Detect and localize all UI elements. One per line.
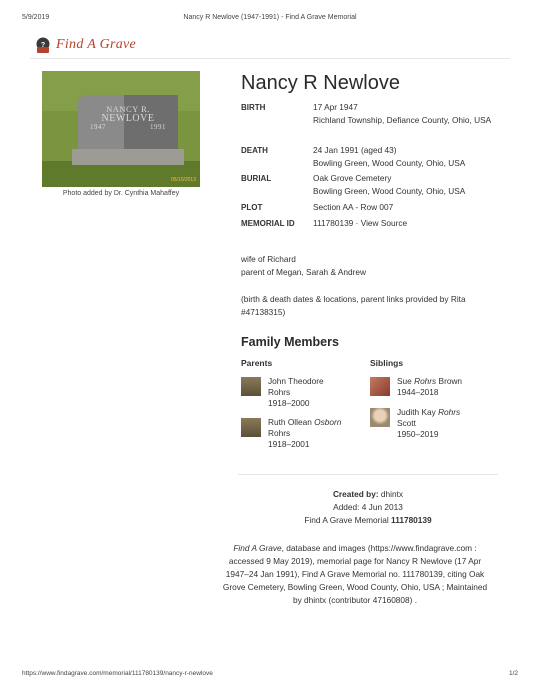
logo-text: Find A Grave [56, 37, 137, 52]
print-date: 5/9/2019 [22, 14, 50, 21]
siblings-heading: Siblings [370, 358, 404, 368]
family-members-heading: Family Members [241, 335, 339, 349]
burial-cemetery[interactable]: Oak Grove Cemetery [313, 173, 392, 183]
burial-value [313, 172, 503, 198]
grave-photo[interactable] [42, 71, 200, 187]
parent-2-maiden-name: Osborn [314, 417, 342, 427]
svg-text:?: ? [40, 42, 46, 49]
parent-1-last-name: Rohrs [268, 387, 291, 397]
parents-heading: Parents [241, 358, 273, 368]
parent-2-thumbnail[interactable] [241, 418, 261, 437]
sibling-2-years: 1950–2019 [397, 429, 439, 439]
burial-place[interactable]: Bowling Green, Wood County, Ohio, USA [313, 186, 466, 196]
stone-line-1: NANCY R. [106, 104, 150, 114]
created-by-user[interactable]: dhintx [380, 489, 404, 499]
bio-note: (birth & death dates & locations, parent links provided by Rita #47138315) [241, 294, 466, 317]
plot-label: PLOT [241, 203, 263, 212]
plot-value: Section AA - Row 007 [313, 202, 394, 212]
parent-1[interactable] [268, 376, 360, 409]
death-date: 24 Jan 1991 (aged 43) [313, 145, 397, 155]
death-place[interactable]: Bowling Green, Wood County, Ohio, USA [313, 158, 466, 168]
photo-caption: Photo added by Dr. Cynthia Mahaffey [62, 190, 180, 197]
parent-2-first-name: Ruth Ollean [268, 417, 312, 427]
birth-value [313, 101, 498, 127]
bio-line-spouse: wife of Richard [241, 254, 296, 264]
citation-source: Find A Grave [233, 543, 282, 553]
bio-line-children: parent of Megan, Sarah & Andrew [241, 267, 366, 277]
sibling-1-maiden-name: Rohrs [414, 376, 437, 386]
footer-url: https://www.findagrave.com/memorial/111780139/nancy-r-newlove [22, 670, 213, 677]
sibling-1-thumbnail[interactable] [370, 377, 390, 396]
citation-text: , database and images (https://www.findagrave.com : accessed 9 May 2019), memorial page for Nancy R Newlove (17 Apr 1947–24 Jan 1991), Find A Grave Memorial no. 111780139, citing Oak Grove Cemetery, Bowling Green, Wood County, Ohio, USA ; Maintained by dhintx (contributor 47160808) . [222, 543, 488, 605]
sibling-1-last-name: Brown [438, 376, 463, 386]
sibling-2-maiden-name: Rohrs [438, 407, 461, 417]
sibling-2-first-name: Judith Kay [397, 407, 436, 417]
added-date: Added: 4 Jun 2013 [333, 502, 403, 512]
view-source-link[interactable]: View Source [360, 218, 408, 228]
memorial-id-value [313, 217, 407, 230]
separator-dot: · [355, 218, 361, 228]
parent-2[interactable] [268, 417, 364, 450]
memorial-name: Nancy R Newlove [241, 72, 400, 94]
memorial-prefix: Find A Grave Memorial [304, 515, 389, 525]
death-label: DEATH [241, 146, 268, 155]
stone-line-3: 1947 [90, 123, 106, 131]
memorial-id-bold: 111780139 [391, 515, 432, 525]
death-value [313, 144, 503, 170]
birth-label: BIRTH [241, 103, 266, 112]
birth-date: 17 Apr 1947 [313, 102, 358, 112]
parent-1-first-name: John Theodore [268, 376, 324, 386]
bio [241, 253, 501, 319]
photo-date-stamp: 05/10/2013 [170, 177, 196, 183]
sibling-1-years: 1944–2018 [397, 387, 439, 397]
created-block [238, 488, 498, 527]
sibling-1[interactable] [397, 376, 497, 398]
stone-line-4: 1991 [150, 123, 166, 131]
footer-page-number: 1/2 [508, 670, 518, 677]
sibling-2-thumbnail[interactable] [370, 408, 390, 427]
memorial-id-label: MEMORIAL ID [241, 219, 295, 228]
sibling-1-first-name: Sue [397, 376, 412, 386]
birth-place[interactable]: Richland Township, Defiance County, Ohio, USA [313, 115, 492, 125]
gravestone-logo-icon [34, 36, 52, 54]
find-a-grave-logo[interactable] [34, 36, 136, 54]
parent-2-years: 1918–2001 [268, 439, 310, 449]
burial-label: BURIAL [241, 174, 272, 183]
sibling-2-last-name: Scott [397, 418, 416, 428]
created-by-label: Created by: [332, 489, 379, 499]
parent-1-thumbnail[interactable] [241, 377, 261, 396]
sibling-2[interactable] [397, 407, 497, 440]
stone-line-2: NEWLOVE [101, 113, 155, 124]
print-title: Nancy R Newlove (1947-1991) - Find A Grave Memorial [183, 14, 357, 21]
citation [218, 542, 492, 607]
parent-1-years: 1918–2000 [268, 398, 310, 408]
section-divider [238, 474, 498, 475]
parent-2-last-name: Rohrs [268, 428, 291, 438]
header-divider [30, 58, 510, 59]
memorial-id-number: 111780139 [313, 218, 354, 228]
